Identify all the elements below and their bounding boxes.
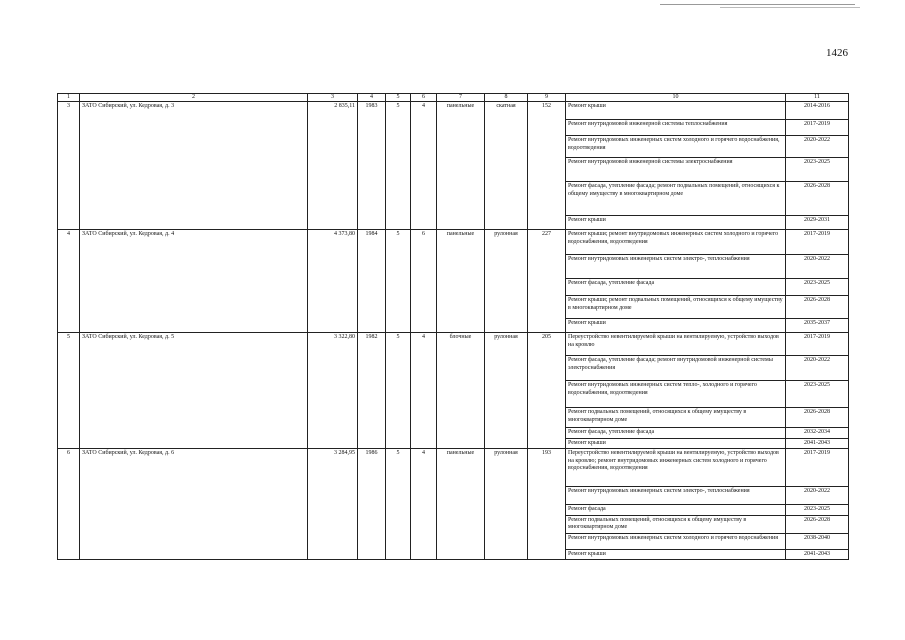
- column-number: 11: [786, 94, 849, 102]
- top-scan-rule: [660, 4, 855, 5]
- entrance-count: 6: [411, 230, 437, 333]
- repair-period: 2020-2022: [786, 136, 849, 158]
- construction-year: 1982: [358, 333, 386, 449]
- page-number: 1426: [826, 47, 848, 59]
- floor-count: 5: [386, 333, 411, 449]
- repair-work-type: Ремонт крыши; ремонт подвальных помещений, относящихся к общему имуществу в многоквартирном доме: [566, 296, 786, 319]
- row-number: 5: [58, 333, 80, 449]
- wall-material: панельные: [437, 449, 485, 560]
- building-address: ЗАТО Сибирский, ул. Кедровая, д. 4: [80, 230, 308, 333]
- table-row: [58, 102, 849, 120]
- repair-period: 2041-2043: [786, 438, 849, 449]
- column-number: 4: [358, 94, 386, 102]
- repair-period: 2026-2028: [786, 296, 849, 319]
- repair-period: 2032-2034: [786, 428, 849, 439]
- repair-work-type: Ремонт подвальных помещений, относящихся к общему имуществу в многоквартирном доме: [566, 515, 786, 533]
- building-area: 3 284,95: [308, 449, 358, 560]
- repair-work-type: Ремонт фасада, утепление фасада; ремонт подвальных помещений, относящихся к общему имуществу в многоквартирном доме: [566, 182, 786, 216]
- floor-count: 5: [386, 449, 411, 560]
- repair-work-type: Ремонт внутридомовых инженерных систем электро-, теплоснабжения: [566, 487, 786, 505]
- repair-period: 2026-2028: [786, 182, 849, 216]
- resident-count: 152: [528, 102, 566, 230]
- entrance-count: 4: [411, 333, 437, 449]
- column-number: 2: [80, 94, 308, 102]
- column-number: 10: [566, 94, 786, 102]
- repair-period: 2023-2025: [786, 505, 849, 516]
- column-number-row: [58, 94, 849, 102]
- floor-count: 5: [386, 230, 411, 333]
- capital-repair-schedule-table: [57, 93, 849, 560]
- repair-work-type: Переустройство невентилируемой крыши на вентилируемую, устройство выходов на кровлю: [566, 333, 786, 356]
- repair-work-type: Ремонт фасада, утепление фасада: [566, 279, 786, 296]
- repair-work-type: Ремонт крыши: [566, 319, 786, 333]
- repair-work-type: Ремонт крыши: [566, 216, 786, 230]
- roof-type: рулонная: [485, 333, 528, 449]
- column-number: 7: [437, 94, 485, 102]
- roof-type: рулонная: [485, 449, 528, 560]
- repair-work-type: Ремонт фасада, утепление фасада: [566, 428, 786, 439]
- wall-material: блочные: [437, 333, 485, 449]
- repair-work-type: Ремонт внутридомовых инженерных систем холодного и горячего водоснабжения, водоотведения: [566, 136, 786, 158]
- repair-period: 2014-2016: [786, 102, 849, 120]
- roof-type: рулонная: [485, 230, 528, 333]
- entrance-count: 4: [411, 102, 437, 230]
- column-number: 3: [308, 94, 358, 102]
- repair-period: 2026-2028: [786, 408, 849, 428]
- repair-period: 2020-2022: [786, 356, 849, 381]
- repair-work-type: Ремонт крыши: [566, 102, 786, 120]
- repair-period: 2023-2025: [786, 381, 849, 408]
- repair-work-type: Ремонт крыши: [566, 549, 786, 560]
- building-address: ЗАТО Сибирский, ул. Кедровая, д. 3: [80, 102, 308, 230]
- repair-work-type: Ремонт внутридомовой инженерной системы теплоснабжения: [566, 120, 786, 136]
- repair-period: 2017-2019: [786, 230, 849, 255]
- column-number: 8: [485, 94, 528, 102]
- repair-period: 2020-2022: [786, 255, 849, 279]
- construction-year: 1984: [358, 230, 386, 333]
- repair-period: 2035-2037: [786, 319, 849, 333]
- repair-work-type: Ремонт внутридомовых инженерных систем холодного и горячего водоснабжения: [566, 533, 786, 549]
- repair-period: 2029-2031: [786, 216, 849, 230]
- repair-period: 2023-2025: [786, 279, 849, 296]
- top-scan-rule-secondary: [720, 7, 860, 8]
- building-area: 2 835,11: [308, 102, 358, 230]
- repair-period: 2017-2019: [786, 449, 849, 487]
- repair-period: 2026-2028: [786, 515, 849, 533]
- construction-year: 1986: [358, 449, 386, 560]
- repair-period: 2023-2025: [786, 158, 849, 182]
- repair-work-type: Ремонт крыши: [566, 438, 786, 449]
- roof-type: скатная: [485, 102, 528, 230]
- resident-count: 227: [528, 230, 566, 333]
- row-number: 4: [58, 230, 80, 333]
- repair-work-type: Переустройство невентилируемой крыши на вентилируемую, устройство выходов на кровлю; ремонт внутридомовых инженерных систем холодного и горячего водоснабжения, водоотведения: [566, 449, 786, 487]
- repair-work-type: Ремонт внутридомовой инженерной системы электроснабжения: [566, 158, 786, 182]
- row-number: 6: [58, 449, 80, 560]
- repair-period: 2017-2019: [786, 333, 849, 356]
- building-address: ЗАТО Сибирский, ул. Кедровая, д. 6: [80, 449, 308, 560]
- wall-material: панельные: [437, 230, 485, 333]
- wall-material: панельные: [437, 102, 485, 230]
- table-row: [58, 333, 849, 356]
- repair-period: 2041-2043: [786, 549, 849, 560]
- row-number: 3: [58, 102, 80, 230]
- floor-count: 5: [386, 102, 411, 230]
- table-body: [58, 94, 849, 560]
- entrance-count: 4: [411, 449, 437, 560]
- table-row: [58, 449, 849, 487]
- column-number: 5: [386, 94, 411, 102]
- repair-period: 2020-2022: [786, 487, 849, 505]
- construction-year: 1983: [358, 102, 386, 230]
- building-area: 4 373,80: [308, 230, 358, 333]
- building-area: 3 322,80: [308, 333, 358, 449]
- building-address: ЗАТО Сибирский, ул. Кедровая, д. 5: [80, 333, 308, 449]
- resident-count: 193: [528, 449, 566, 560]
- repair-period: 2017-2019: [786, 120, 849, 136]
- column-number: 1: [58, 94, 80, 102]
- column-number: 6: [411, 94, 437, 102]
- repair-work-type: Ремонт фасада: [566, 505, 786, 516]
- resident-count: 205: [528, 333, 566, 449]
- column-number: 9: [528, 94, 566, 102]
- repair-work-type: Ремонт внутридомовых инженерных систем тепло-, холодного и горячего водоснабжения, водоотведения: [566, 381, 786, 408]
- repair-period: 2038-2040: [786, 533, 849, 549]
- repair-work-type: Ремонт внутридомовых инженерных систем электро-, теплоснабжения: [566, 255, 786, 279]
- table-row: [58, 230, 849, 255]
- repair-work-type: Ремонт фасада, утепление фасада; ремонт внутридомовой инженерной системы электроснабжения: [566, 356, 786, 381]
- repair-work-type: Ремонт крыши; ремонт внутридомовых инженерных систем холодного и горячего водоснабжения, водоотведения: [566, 230, 786, 255]
- repair-work-type: Ремонт подвальных помещений, относящихся к общему имуществу в многоквартирном доме: [566, 408, 786, 428]
